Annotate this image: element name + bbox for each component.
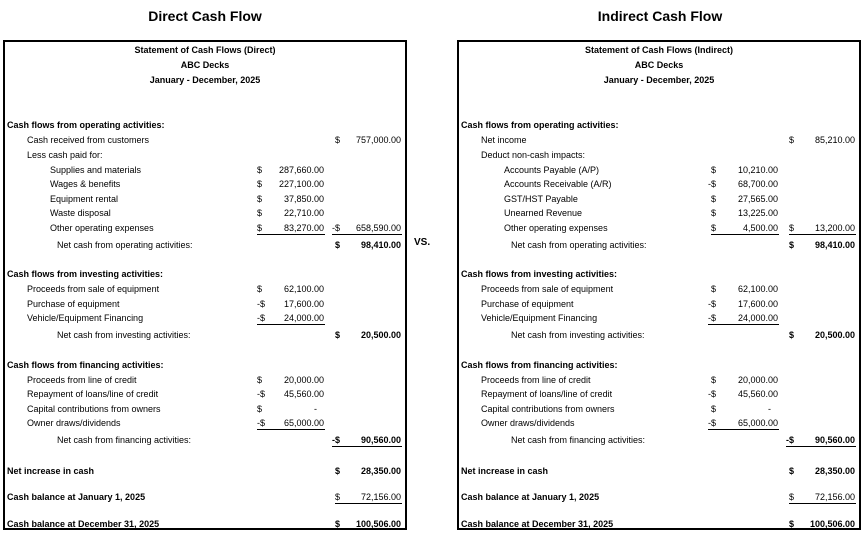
row-label: Accounts Receivable (A/R)	[504, 179, 612, 189]
table-row	[459, 207, 859, 221]
row-value: 27,565.00	[737, 194, 778, 204]
row-value: 45,560.00	[737, 389, 778, 399]
row-sign: -$	[257, 312, 325, 325]
direct-statement	[3, 40, 407, 530]
row-sign: $	[711, 165, 717, 175]
row-value: 20,500.00	[360, 330, 401, 340]
row-sign: $	[335, 135, 341, 145]
row-label: Cash balance at December 31, 2025	[7, 519, 160, 529]
row-sign: $	[257, 165, 263, 175]
table-row	[459, 388, 859, 402]
row-sign: $	[711, 284, 717, 294]
investing-net-row	[459, 329, 859, 343]
table-row	[5, 417, 405, 431]
row-value: 90,560.00	[814, 435, 855, 445]
row-label: GST/HST Payable	[504, 194, 578, 204]
row-sign: $	[789, 491, 856, 504]
row-value: -	[314, 404, 317, 414]
table-row	[5, 283, 405, 297]
row-label: Other operating expenses	[504, 223, 608, 233]
section-label: Cash flows from operating activities:	[461, 120, 619, 130]
investing-header	[5, 268, 405, 282]
table-row	[5, 178, 405, 192]
row-label: Net cash from operating activities:	[57, 240, 193, 250]
table-row	[459, 222, 859, 236]
row-value: 98,410.00	[814, 240, 855, 250]
row-sign: $	[711, 222, 779, 235]
table-row	[459, 417, 859, 431]
row-label: Net increase in cash	[7, 466, 95, 476]
row-sign: $	[257, 284, 263, 294]
table-row	[5, 222, 405, 236]
operating-net-row	[459, 239, 859, 253]
row-label: Equipment rental	[50, 194, 119, 204]
company-name: ABC Decks	[180, 60, 230, 70]
row-label: Proceeds from sale of equipment	[27, 284, 160, 294]
row-label: Capital contributions from owners	[481, 404, 615, 414]
table-row	[5, 312, 405, 326]
row-label: Owner draws/dividends	[27, 418, 121, 428]
row-label: Accounts Payable (A/P)	[504, 165, 600, 175]
table-row	[5, 388, 405, 402]
row-label: Net cash from financing activities:	[57, 435, 192, 445]
row-label: Vehicle/Equipment Financing	[481, 313, 598, 323]
statement-title: Statement of Cash Flows (Indirect)	[584, 45, 734, 55]
table-row	[5, 193, 405, 207]
row-label: Net cash from operating activities:	[511, 240, 647, 250]
row-value: 22,710.00	[283, 208, 324, 218]
row-sign: $	[257, 375, 263, 385]
row-value: 287,660.00	[278, 165, 324, 175]
net-increase-row	[459, 465, 859, 479]
financing-header	[5, 359, 405, 373]
table-row	[5, 374, 405, 388]
row-sign: -$	[708, 299, 717, 309]
row-value: 45,560.00	[283, 389, 324, 399]
row-value: 72,156.00	[360, 492, 401, 502]
financing-header	[459, 359, 859, 373]
row-sign: -$	[708, 417, 779, 430]
row-sign: $	[257, 194, 263, 204]
row-value: 72,156.00	[814, 492, 855, 502]
row-value: 28,350.00	[814, 466, 855, 476]
table-row	[459, 178, 859, 192]
section-label: Cash flows from operating activities:	[7, 120, 165, 130]
row-value: 10,210.00	[737, 165, 778, 175]
row-sign: $	[257, 222, 325, 235]
row-sign: $	[335, 466, 341, 476]
net-income-row	[459, 134, 859, 148]
row-value: 227,100.00	[278, 179, 324, 189]
row-sign: $	[711, 404, 717, 414]
row-sign: $	[789, 519, 795, 529]
total-value: 658,590.00	[355, 223, 401, 233]
row-label: Proceeds from line of credit	[27, 375, 137, 385]
table-row	[459, 164, 859, 178]
table-row	[5, 403, 405, 417]
row-sign: -$	[257, 417, 325, 430]
row-label: Cash balance at December 31, 2025	[461, 519, 614, 529]
end-balance-row	[5, 518, 405, 532]
row-label: Waste disposal	[50, 208, 111, 218]
row-label: Repayment of loans/line of credit	[481, 389, 613, 399]
total-sign: -$	[332, 222, 402, 235]
row-label: Supplies and materials	[50, 165, 142, 175]
row-label: Deduct non-cash impacts:	[481, 150, 586, 160]
row-label: Net increase in cash	[461, 466, 549, 476]
section-label: Cash flows from investing activities:	[7, 269, 164, 279]
row-sign: $	[257, 179, 263, 189]
row-sign: $	[335, 519, 341, 529]
row-label: Net income	[481, 135, 527, 145]
row-value: 20,000.00	[737, 375, 778, 385]
investing-header	[459, 268, 859, 282]
row-label: Proceeds from sale of equipment	[481, 284, 614, 294]
financing-net-row	[459, 434, 859, 448]
row-sign: $	[335, 330, 341, 340]
row-label: Cash received from customers	[27, 135, 150, 145]
row-value: 20,500.00	[814, 330, 855, 340]
table-row	[5, 298, 405, 312]
row-sign: $	[789, 135, 795, 145]
company-name: ABC Decks	[634, 60, 684, 70]
row-label: Purchase of equipment	[27, 299, 120, 309]
begin-balance-row	[459, 491, 859, 505]
row-sign: -$	[708, 312, 779, 325]
net-increase-row	[5, 465, 405, 479]
row-value: 83,270.00	[283, 223, 324, 233]
total-sign: $	[789, 222, 856, 235]
row-label: Net cash from investing activities:	[57, 330, 191, 340]
table-row	[459, 283, 859, 297]
financing-net-row	[5, 434, 405, 448]
row-label: Other operating expenses	[50, 223, 154, 233]
row-sign: -$	[332, 434, 402, 447]
row-sign: -$	[708, 179, 717, 189]
row-value: 4,500.00	[742, 223, 778, 233]
row-value: 28,350.00	[360, 466, 401, 476]
row-sign: $	[335, 491, 402, 504]
deduct-row	[459, 149, 859, 163]
row-value: 85,210.00	[814, 135, 855, 145]
row-value: 100,506.00	[355, 519, 401, 529]
row-sign: $	[789, 466, 795, 476]
row-label: Purchase of equipment	[481, 299, 574, 309]
row-label: Capital contributions from owners	[27, 404, 161, 414]
row-sign: $	[257, 404, 263, 414]
row-sign: $	[711, 194, 717, 204]
table-row	[5, 207, 405, 221]
direct-heading: Direct Cash Flow	[148, 8, 262, 24]
begin-balance-row	[5, 491, 405, 505]
row-sign: -$	[257, 389, 266, 399]
row-value: 20,000.00	[283, 375, 324, 385]
row-label: Less cash paid for:	[27, 150, 103, 160]
row-label: Repayment of loans/line of credit	[27, 389, 159, 399]
operating-header	[459, 119, 859, 133]
table-row	[5, 164, 405, 178]
row-sign: $	[711, 375, 717, 385]
row-value: 37,850.00	[283, 194, 324, 204]
row-label: Owner draws/dividends	[481, 418, 575, 428]
table-row	[459, 312, 859, 326]
operating-net-row	[5, 239, 405, 253]
row-value: 13,225.00	[737, 208, 778, 218]
total-value: 13,200.00	[814, 223, 855, 233]
end-balance-row	[459, 518, 859, 532]
row-value: 98,410.00	[360, 240, 401, 250]
statement-period: January - December, 2025	[603, 75, 715, 85]
less-cash-row	[5, 149, 405, 163]
row-label: Cash balance at January 1, 2025	[461, 492, 600, 502]
receipts-row	[5, 134, 405, 148]
row-sign: -$	[708, 389, 717, 399]
row-value: 757,000.00	[355, 135, 401, 145]
row-value: -	[768, 404, 771, 414]
row-sign: $	[335, 240, 341, 250]
row-value: 100,506.00	[809, 519, 855, 529]
indirect-statement	[457, 40, 861, 530]
row-label: Proceeds from line of credit	[481, 375, 591, 385]
row-value: 68,700.00	[737, 179, 778, 189]
operating-header	[5, 119, 405, 133]
row-label: Wages & benefits	[50, 179, 121, 189]
table-row	[459, 298, 859, 312]
row-sign: $	[789, 330, 795, 340]
row-sign: $	[789, 240, 795, 250]
section-label: Cash flows from investing activities:	[461, 269, 618, 279]
table-row	[459, 193, 859, 207]
row-value: 24,000.00	[737, 313, 778, 323]
row-sign: -$	[257, 299, 266, 309]
statement-title: Statement of Cash Flows (Direct)	[134, 45, 276, 55]
row-value: 62,100.00	[737, 284, 778, 294]
row-value: 17,600.00	[737, 299, 778, 309]
statement-period: January - December, 2025	[149, 75, 261, 85]
row-value: 17,600.00	[283, 299, 324, 309]
row-value: 62,100.00	[283, 284, 324, 294]
row-label: Vehicle/Equipment Financing	[27, 313, 144, 323]
row-label: Net cash from financing activities:	[511, 435, 646, 445]
table-row	[459, 403, 859, 417]
row-value: 65,000.00	[283, 418, 324, 428]
row-label: Cash balance at January 1, 2025	[7, 492, 146, 502]
row-sign: -$	[786, 434, 856, 447]
row-value: 90,560.00	[360, 435, 401, 445]
row-label: Net cash from investing activities:	[511, 330, 645, 340]
vs-label: VS.	[414, 237, 431, 248]
row-value: 65,000.00	[737, 418, 778, 428]
section-label: Cash flows from financing activities:	[461, 360, 618, 370]
table-row	[459, 374, 859, 388]
row-sign: $	[257, 208, 263, 218]
section-label: Cash flows from financing activities:	[7, 360, 164, 370]
row-sign: $	[711, 208, 717, 218]
row-label: Unearned Revenue	[504, 208, 583, 218]
row-value: 24,000.00	[283, 313, 324, 323]
investing-net-row	[5, 329, 405, 343]
indirect-heading: Indirect Cash Flow	[597, 8, 723, 24]
